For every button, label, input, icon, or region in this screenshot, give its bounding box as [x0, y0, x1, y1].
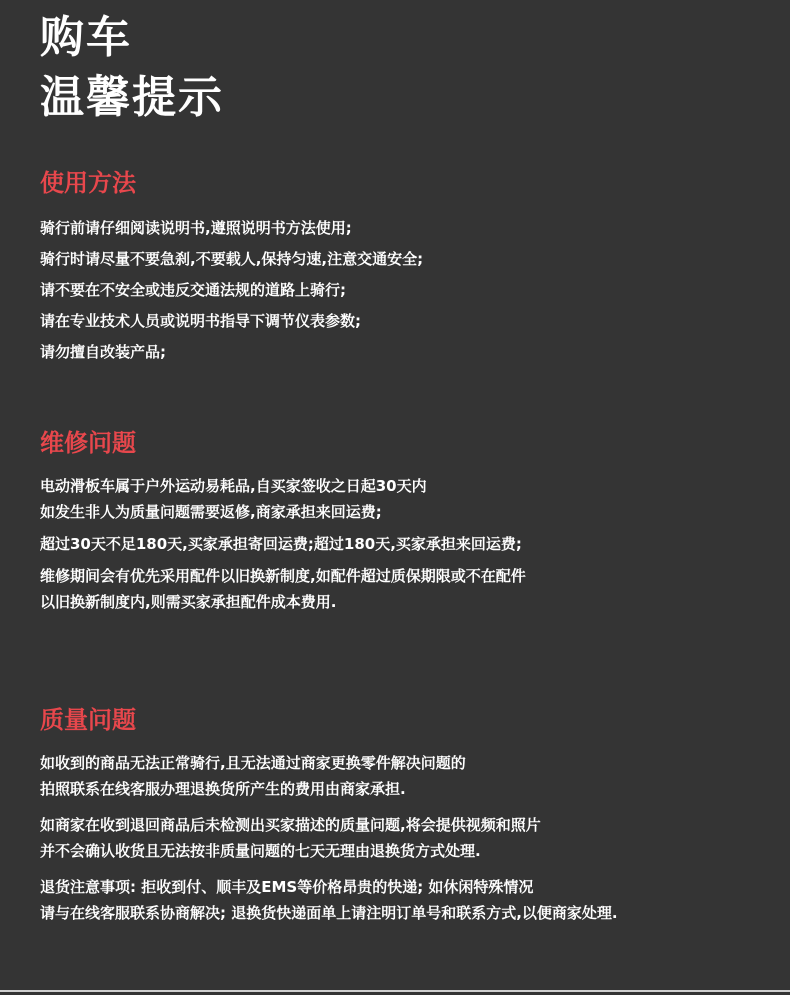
- quality-line: 拍照联系在线客服办理退换货所产生的费用由商家承担.: [40, 780, 406, 798]
- repair-paragraph: [40, 563, 780, 615]
- repair-line: 超过30天不足180天,买家承担寄回运费;超过180天,买家承担来回运费;: [40, 535, 522, 553]
- repair-line: 维修期间会有优先采用配件以旧换新制度,如配件超过质保期限或不在配件: [40, 567, 526, 585]
- quality-paragraph: [40, 750, 780, 802]
- page-title-line-1: 购车: [40, 12, 132, 63]
- usage-heading: 使用方法: [40, 169, 136, 197]
- repair-paragraph: [40, 531, 780, 557]
- quality-line: 请与在线客服联系协商解决; 退换货快递面单上请注明订单号和联系方式,以便商家处理.: [40, 904, 618, 922]
- quality-line: 退货注意事项: 拒收到付、顺丰及EMS等价格昂贵的快递; 如休闲特殊情况: [40, 878, 534, 896]
- repair-heading: 维修问题: [40, 429, 136, 457]
- repair-line: 电动滑板车属于户外运动易耗品,自买家签收之日起30天内: [40, 477, 427, 495]
- quality-line: 并不会确认收货且无法按非质量问题的七天无理由退换货方式处理.: [40, 842, 481, 860]
- quality-heading: 质量问题: [40, 706, 136, 734]
- quality-section: [40, 704, 780, 936]
- bottom-divider: [0, 990, 790, 992]
- page-title-line-2: 温馨提示: [40, 72, 224, 123]
- quality-line: 如商家在收到退回商品后未检测出买家描述的质量问题,将会提供视频和照片: [40, 816, 541, 834]
- quality-paragraph: [40, 812, 780, 864]
- usage-line: 请不要在不安全或违反交通法规的道路上骑行;: [40, 281, 347, 299]
- usage-line: 骑行时请尽量不要急刹,不要载人,保持匀速,注意交通安全;: [40, 250, 424, 268]
- usage-section: [40, 167, 780, 368]
- repair-line: 以旧换新制度内,则需买家承担配件成本费用.: [40, 593, 337, 611]
- quality-line: 如收到的商品无法正常骑行,且无法通过商家更换零件解决问题的: [40, 754, 466, 772]
- usage-line: 请勿擅自改装产品;: [40, 343, 166, 361]
- repair-line: 如发生非人为质量问题需要返修,商家承担来回运费;: [40, 503, 382, 521]
- usage-line: 骑行前请仔细阅读说明书,遵照说明书方法使用;: [40, 219, 352, 237]
- page-title: [40, 8, 224, 128]
- usage-line: 请在专业技术人员或说明书指导下调节仪表参数;: [40, 312, 362, 330]
- repair-section: [40, 427, 780, 625]
- repair-paragraph: [40, 473, 780, 525]
- quality-paragraph: [40, 874, 780, 926]
